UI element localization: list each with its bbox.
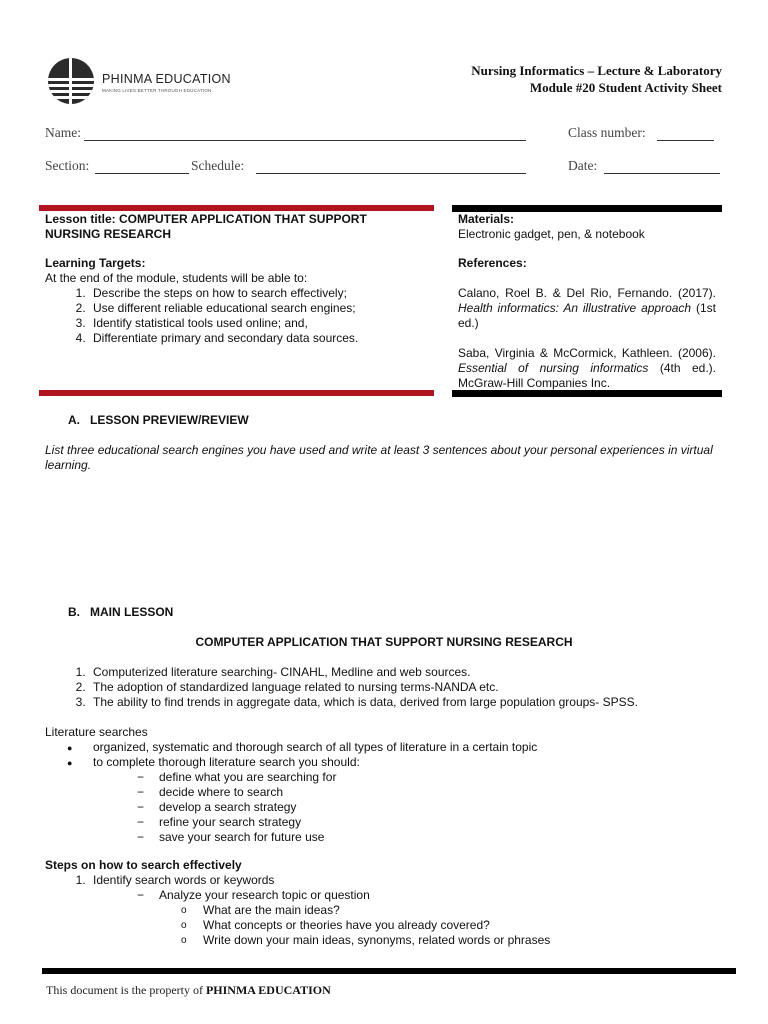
targets-list — [45, 286, 430, 346]
footer-divider — [42, 968, 736, 974]
materials-text: Electronic gadget, pen, & notebook — [458, 227, 645, 241]
list-item: o What concepts or theories have you already covered? — [181, 918, 735, 933]
reference-2: Saba, Virginia & McCormick, Kathleen. (2006). Essential of nursing informatics (4th ed.). McGraw-Hill Companies Inc. — [458, 346, 716, 390]
list-item: − define what you are searching for — [137, 770, 735, 785]
list-item: o Write down your main ideas, synonyms, related words or phrases — [181, 933, 735, 948]
date-field[interactable] — [604, 173, 720, 174]
literature-searches — [45, 725, 735, 845]
learning-targets — [45, 256, 430, 346]
name-label: Name: — [45, 125, 81, 140]
materials-box-top-bar — [452, 205, 722, 212]
search-steps — [45, 858, 735, 948]
references-heading: References: — [458, 256, 527, 270]
list-item: ● to complete thorough literature search you should: − define what you are searching for − decide where to search − develop a search strategy − refine your search strategy − save your search for future use — [89, 755, 735, 845]
phinma-logo — [48, 58, 238, 108]
list-item: 2. The adoption of standardized language related to nursing terms-NANDA etc. — [89, 680, 735, 695]
logo-tagline: MAKING LIVES BETTER THROUGH EDUCATION — [102, 88, 212, 93]
lesson-title: Lesson title: COMPUTER APPLICATION THAT SUPPORT NURSING RESEARCH — [45, 212, 367, 241]
lesson-box-bottom-bar — [39, 390, 434, 396]
section-a-instruction: List three educational search engines you have used and write at least 3 sentences about your personal experiences in virtual learning. — [45, 443, 713, 472]
list-item: 4. Differentiate primary and secondary data sources. — [89, 331, 430, 346]
list-item: − decide where to search — [137, 785, 735, 800]
date-label: Date: — [568, 158, 598, 173]
materials-heading: Materials: — [458, 212, 515, 226]
list-item: − develop a search strategy — [137, 800, 735, 815]
main-lesson-list — [45, 665, 735, 710]
section-label: Section: — [45, 158, 90, 173]
list-item: 3. Identify statistical tools used online; and, — [89, 316, 430, 331]
section-b-heading: B. MAIN LESSON — [68, 605, 174, 619]
list-item: 2. Use different reliable educational search engines; — [89, 301, 430, 316]
main-lesson-title: COMPUTER APPLICATION THAT SUPPORT NURSING RESEARCH — [195, 635, 573, 649]
steps-heading: Steps on how to search effectively — [45, 858, 242, 872]
footer-text: This document is the property of PHINMA EDUCATION — [46, 983, 331, 997]
logo-name: PHINMA EDUCATION — [102, 72, 231, 86]
targets-heading: Learning Targets: — [45, 256, 146, 270]
list-item: 1. Identify search words or keywords − Analyze your research topic or question o What are the main ideas? o What concepts or theories have you already covered? o Write down your main ideas, synonyms, related words or phrases — [89, 873, 735, 948]
logo-mark-icon — [48, 58, 94, 104]
class-number-label: Class number: — [568, 125, 646, 140]
reference-1: Calano, Roel B. & Del Rio, Fernando. (2017). Health informatics: An illustrative approach (1st ed.) — [458, 286, 716, 330]
course-title: Nursing Informatics – Lecture & Laboratory — [471, 63, 722, 78]
list-item: − Analyze your research topic or question o What are the main ideas? o What concepts or theories have you already covered? o Write down your main ideas, synonyms, related words or phrases — [137, 888, 735, 948]
class-number-field[interactable] — [657, 140, 714, 141]
document-title — [471, 62, 722, 96]
list-item: 1. Describe the steps on how to search effectively; — [89, 286, 430, 301]
list-item: − save your search for future use — [137, 830, 735, 845]
name-field[interactable] — [84, 140, 526, 141]
materials — [458, 212, 720, 242]
materials-box-bottom-bar — [452, 390, 722, 397]
list-item: o What are the main ideas? — [181, 903, 735, 918]
list-item: − refine your search strategy — [137, 815, 735, 830]
targets-intro: At the end of the module, students will be able to: — [45, 271, 308, 285]
schedule-field[interactable] — [256, 173, 526, 174]
literature-heading: Literature searches — [45, 725, 148, 739]
list-item: ● organized, systematic and thorough search of all types of literature in a certain topic — [89, 740, 735, 755]
section-field[interactable] — [95, 173, 189, 174]
lesson-box-top-bar — [39, 205, 434, 211]
schedule-label: Schedule: — [191, 158, 245, 173]
section-a-heading: A. LESSON PREVIEW/REVIEW — [68, 413, 249, 427]
list-item: 3. The ability to find trends in aggregate data, which is data, derived from large population groups- SPSS. — [89, 695, 735, 710]
module-title: Module #20 Student Activity Sheet — [529, 80, 722, 95]
list-item: 1. Computerized literature searching- CINAHL, Medline and web sources. — [89, 665, 735, 680]
